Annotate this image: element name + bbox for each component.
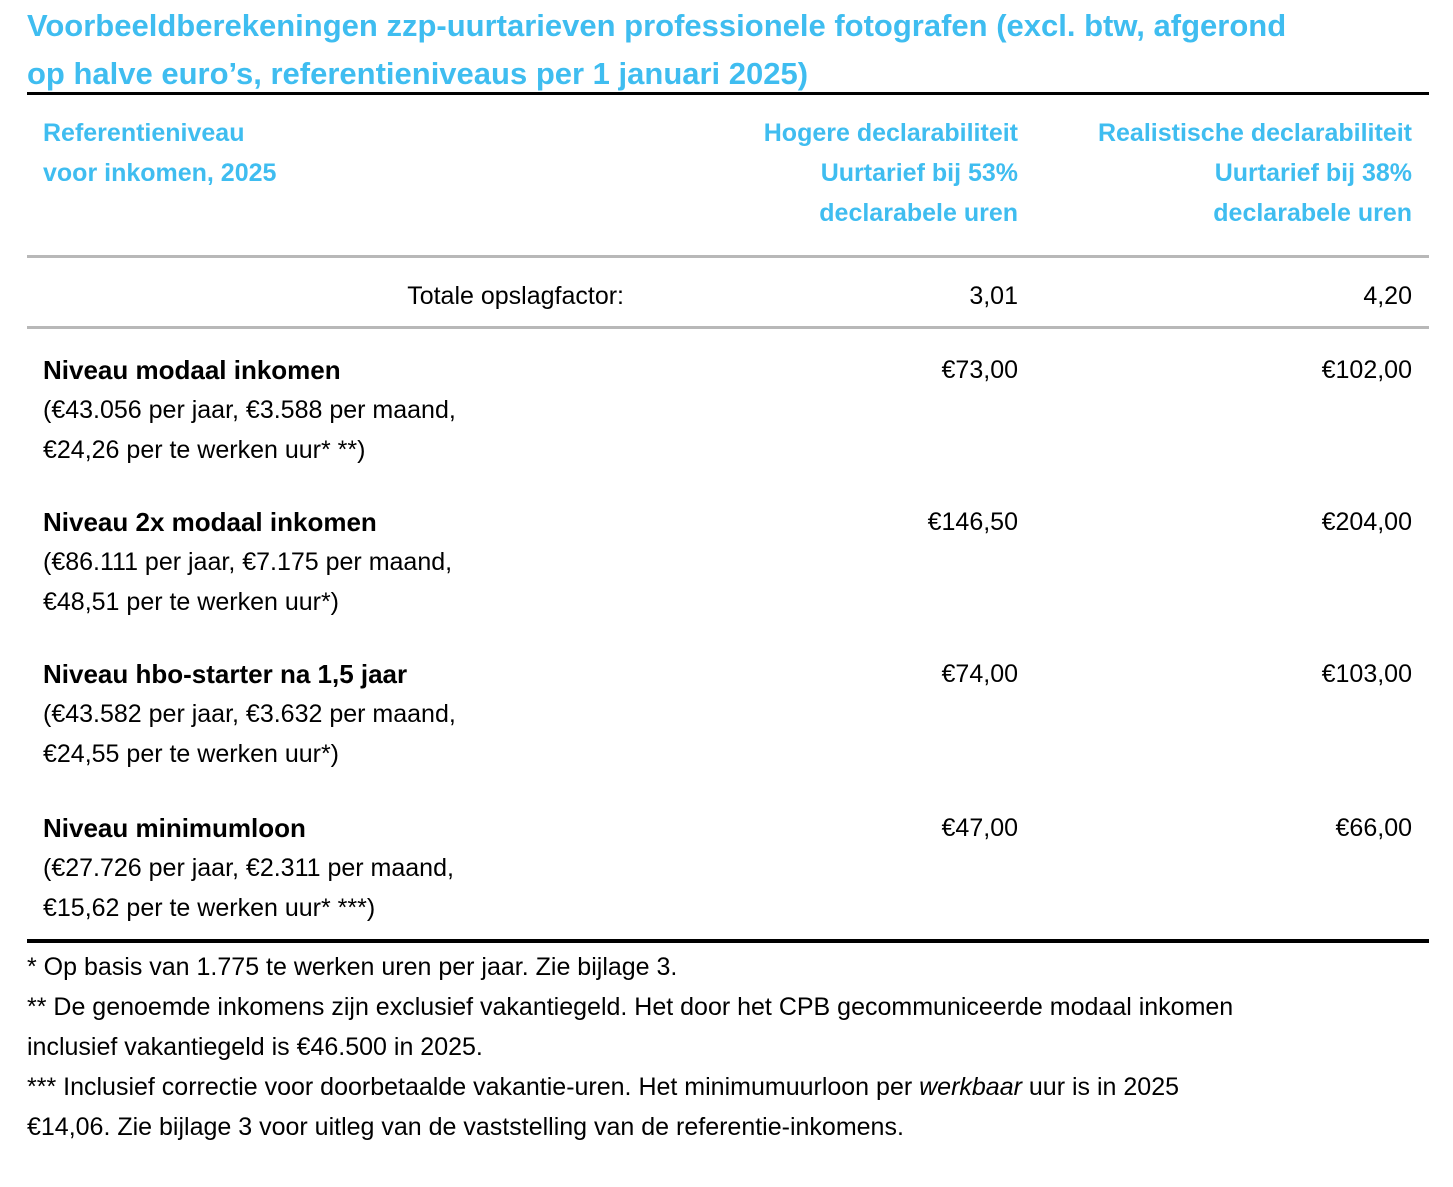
row-detail — [43, 542, 452, 622]
footnote-3-emphasis: werkbaar — [919, 1073, 1022, 1101]
row-detail-line: €24,55 per te werken uur*) — [43, 740, 340, 768]
header-high-declarability — [700, 113, 1018, 233]
header-col3-line: Realistische declarabiliteit — [1097, 119, 1412, 147]
table-row — [0, 502, 1453, 652]
footnote-3-text: *** Inclusief correctie voor doorbetaalde vakantie-uren. Het minimumuurloon per — [27, 1073, 920, 1101]
row-realistic-rate: €103,00 — [1321, 660, 1412, 688]
table-row — [0, 350, 1453, 500]
table-row — [0, 654, 1453, 804]
title-line-2: op halve euro’s, referentieniveaus per 1 januari 2025) — [27, 56, 809, 91]
row-name: Niveau 2x modaal inkomen — [43, 507, 377, 537]
row-high-rate: €146,50 — [927, 508, 1018, 536]
factor-realistic-value: 4,20 — [1363, 282, 1412, 310]
page-title — [27, 2, 1427, 98]
factor-divider — [27, 326, 1429, 329]
row-detail — [43, 694, 456, 774]
bottom-rule — [27, 939, 1429, 943]
row-detail-line: €15,62 per te werken uur* ***) — [43, 894, 376, 922]
row-high-rate: €74,00 — [941, 660, 1018, 688]
row-detail-line: (€86.111 per jaar, €7.175 per maand, — [43, 548, 453, 576]
footnote-2-line-2: inclusief vakantiegeld is €46.500 in 2025. — [27, 1033, 483, 1061]
row-name: Niveau hbo-starter na 1,5 jaar — [43, 659, 408, 689]
row-detail-line: (€43.582 per jaar, €3.632 per maand, — [43, 700, 456, 728]
top-rule — [27, 92, 1429, 95]
header-realistic-declarability — [1040, 113, 1412, 233]
row-detail — [43, 848, 454, 928]
row-high-rate: €73,00 — [941, 356, 1018, 384]
row-detail — [43, 390, 456, 470]
footnote-3-line-1 — [27, 1067, 1437, 1107]
header-reference-level — [43, 113, 443, 193]
row-realistic-rate: €102,00 — [1321, 356, 1412, 384]
header-col1-line: voor inkomen, 2025 — [43, 159, 277, 187]
footnotes — [27, 947, 1437, 1147]
header-col2-line: declarabele uren — [819, 199, 1018, 227]
row-detail-line: €48,51 per te werken uur*) — [43, 588, 340, 616]
header-col2-line: Uurtarief bij 53% — [820, 159, 1018, 187]
header-col3-line: Uurtarief bij 38% — [1214, 159, 1412, 187]
row-detail-line: €24,26 per te werken uur* **) — [43, 436, 366, 464]
header-col3-line: declarabele uren — [1213, 199, 1412, 227]
factor-label: Totale opslagfactor: — [407, 282, 624, 310]
title-line-1: Voorbeeldberekeningen zzp-uurtarieven professionele fotografen (excl. btw, afgerond — [27, 8, 1287, 43]
row-detail-line: (€27.726 per jaar, €2.311 per maand, — [43, 854, 454, 882]
row-realistic-rate: €204,00 — [1321, 508, 1412, 536]
header-divider — [27, 255, 1429, 258]
footnote-3-line-2: €14,06. Zie bijlage 3 voor uitleg van de vaststelling van de referentie-inkomens. — [27, 1113, 904, 1141]
footnote-3-text-end: uur is in 2025 — [1021, 1073, 1179, 1101]
row-name: Niveau minimumloon — [43, 813, 306, 843]
table-row — [0, 808, 1453, 958]
row-name: Niveau modaal inkomen — [43, 355, 341, 385]
header-col1-line: Referentieniveau — [43, 119, 245, 147]
factor-high-value: 3,01 — [969, 282, 1018, 310]
footnote-1: * Op basis van 1.775 te werken uren per jaar. Zie bijlage 3. — [27, 953, 678, 981]
row-high-rate: €47,00 — [941, 814, 1018, 842]
header-col2-line: Hogere declarabiliteit — [763, 119, 1018, 147]
footnote-2-line-1: ** De genoemde inkomens zijn exclusief vakantiegeld. Het door het CPB gecommuniceerde modaal inkomen — [27, 993, 1234, 1021]
row-realistic-rate: €66,00 — [1335, 814, 1412, 842]
row-detail-line: (€43.056 per jaar, €3.588 per maand, — [43, 396, 456, 424]
